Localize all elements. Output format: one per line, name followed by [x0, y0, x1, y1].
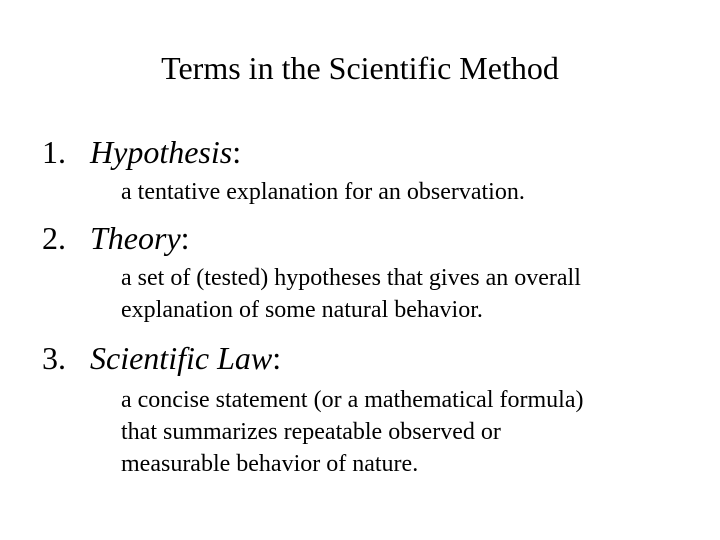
term-heading-scientific-law	[42, 338, 281, 378]
term-name: Scientific Law	[90, 340, 273, 376]
term-number: 3.	[42, 340, 66, 376]
term-name: Hypothesis	[90, 134, 233, 170]
term-number: 1.	[42, 134, 66, 170]
term-colon: :	[232, 134, 242, 170]
definition-line: explanation of some natural behavior.	[121, 297, 483, 323]
term-number: 2.	[42, 220, 66, 256]
term-heading-hypothesis	[42, 132, 241, 172]
term-colon: :	[272, 340, 282, 376]
term-colon: :	[180, 220, 190, 256]
term-definition-theory	[121, 262, 701, 326]
slide-title: Terms in the Scientific Method	[161, 50, 559, 86]
term-heading-theory	[42, 218, 190, 258]
term-definition-hypothesis	[121, 176, 701, 208]
definition-line: a concise statement (or a mathematical formula)	[121, 387, 584, 413]
term-name: Theory	[90, 220, 181, 256]
term-definition-scientific-law	[121, 384, 701, 480]
definition-line: a tentative explanation for an observation.	[121, 179, 525, 205]
definition-line: that summarizes repeatable observed or	[121, 419, 501, 445]
definition-line: measurable behavior of nature.	[121, 451, 419, 477]
definition-line: a set of (tested) hypotheses that gives an overall	[121, 265, 581, 291]
